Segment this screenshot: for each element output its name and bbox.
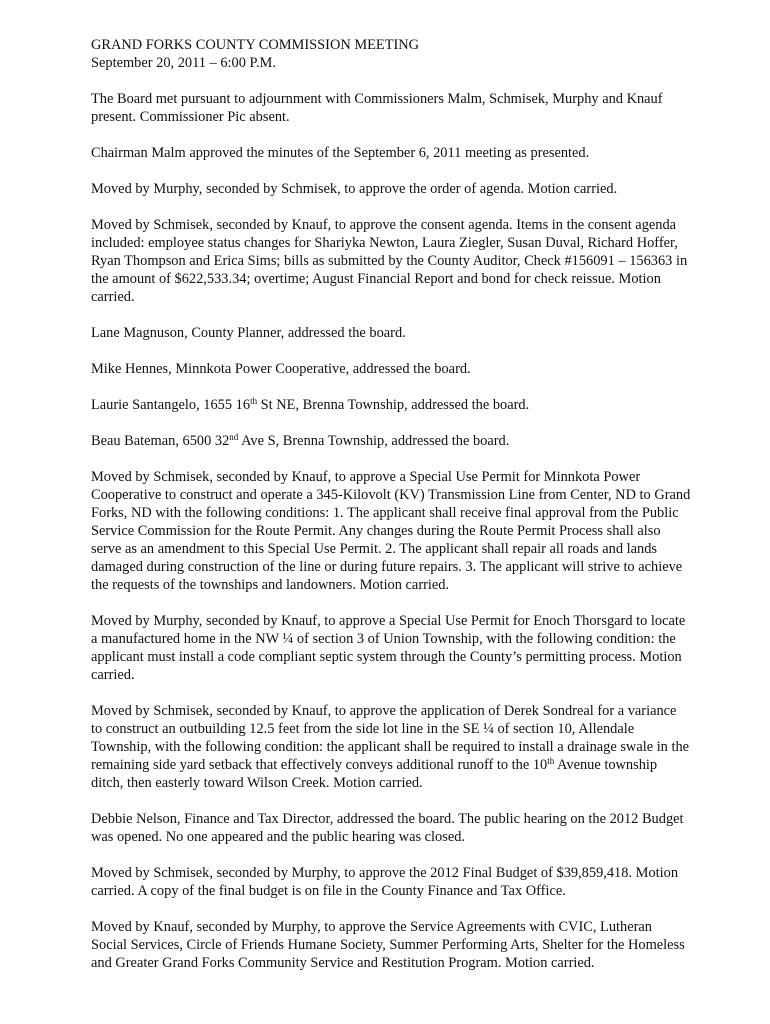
meeting-title: GRAND FORKS COUNTY COMMISSION MEETING — [91, 37, 420, 53]
document-page — [91, 36, 691, 990]
minutes-approval-paragraph: Chairman Malm approved the minutes of the September 6, 2011 meeting as presented. — [91, 145, 590, 161]
bateman-address-paragraph: Beau Bateman, 6500 32nd Ave S, Brenna Township, addressed the board. — [91, 432, 510, 449]
document-header — [91, 36, 691, 72]
meeting-date: September 20, 2011 – 6:00 P.M. — [91, 55, 276, 71]
consent-agenda-paragraph: Moved by Schmisek, seconded by Knauf, to approve the consent agenda. Items in the consent agenda included: employee status changes for Shariyka Newton, Laura Ziegler, Susan Duval, Richard Hoffer, Ryan Thompson and Erica Sims; bills as submitted by the County Auditor, Check #156091 – 156363 in the amount of $622,533.34; overtime; August Financial Report and bond for check reissue. Motion carried. — [91, 217, 688, 305]
budget-hearing-paragraph: Debbie Nelson, Finance and Tax Director, addressed the board. The public hearing on the 2012 Budget was opened. No one appeared and the public hearing was closed. — [91, 811, 684, 845]
transmission-line-motion-paragraph: Moved by Schmisek, seconded by Knauf, to approve a Special Use Permit for Minnkota Power Cooperative to construct and operate a 345-Kilovolt (KV) Transmission Line from Center, ND to Grand Forks, ND with the following conditions: 1. The applicant shall receive final approval from the Public Service Commission for the Route Permit. Any changes during the Route Permit Process shall also serve as an amendment to this Special Use Permit. 2. The applicant shall repair all roads and lands damaged during construction of the line or during future repairs. 3. The applicant will strive to achieve the requests of the townships and landowners. Motion carried. — [91, 469, 691, 593]
thorsgard-permit-paragraph: Moved by Murphy, seconded by Knauf, to approve a Special Use Permit for Enoch Thorsgard to locate a manufactured home in the NW ¼ of section 3 of Union Township, with the following condition: the applicant must install a code compliant septic system through the County’s permitting process. Motion carried. — [91, 613, 686, 683]
agenda-motion-paragraph: Moved by Murphy, seconded by Schmisek, to approve the order of agenda. Motion carried. — [91, 181, 618, 197]
santangelo-address-paragraph: Laurie Santangelo, 1655 16th St NE, Brenna Township, addressed the board. — [91, 396, 530, 413]
service-agreements-paragraph: Moved by Knauf, seconded by Murphy, to approve the Service Agreements with CVIC, Lutheran Social Services, Circle of Friends Humane Society, Summer Performing Arts, Shelter for the Homeless and Greater Grand Forks Community Service and Restitution Program. Motion carried. — [91, 919, 685, 971]
attendance-paragraph: The Board met pursuant to adjournment with Commissioners Malm, Schmisek, Murphy and Knauf present. Commissioner Pic absent. — [91, 91, 663, 125]
minnkota-address-paragraph: Mike Hennes, Minnkota Power Cooperative, addressed the board. — [91, 361, 471, 377]
final-budget-paragraph: Moved by Schmisek, seconded by Murphy, to approve the 2012 Final Budget of $39,859,418. Motion carried. A copy of the final budget is on file in the County Finance and Tax Office. — [91, 865, 679, 899]
sondreal-variance-paragraph: Moved by Schmisek, seconded by Knauf, to approve the application of Derek Sondreal for a variance to construct an outbuilding 12.5 feet from the side lot line in the SE ¼ of section 10, Allendale Township, with the following condition: the applicant shall be required to install a drainage swale in the remaining side yard setback that effectively conveys additional runoff to the 10th Avenue township ditch, then easterly toward Wilson Creek. Motion carried. — [91, 703, 690, 791]
planner-address-paragraph: Lane Magnuson, County Planner, addressed the board. — [91, 325, 406, 341]
